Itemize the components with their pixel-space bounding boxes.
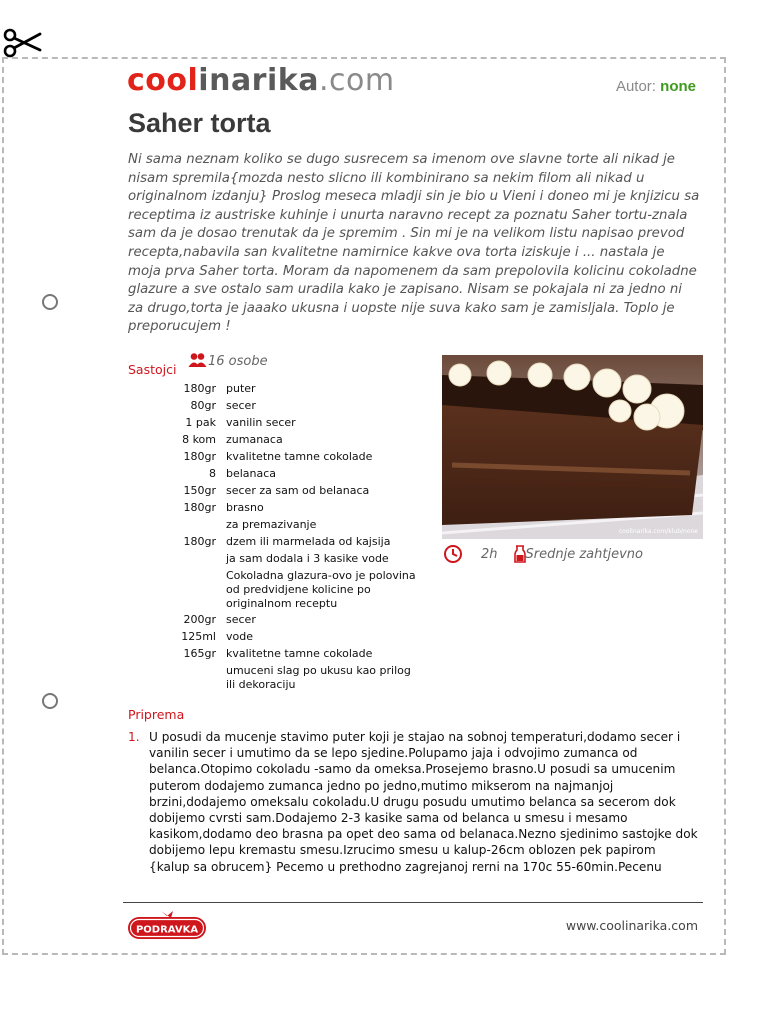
ingredient-name: belanaca (226, 467, 277, 480)
ingredient-row (128, 450, 488, 467)
ingredient-row (128, 647, 488, 664)
ingredient-name: vode (226, 630, 253, 643)
ingredient-amount: 180gr (183, 382, 216, 395)
ingredient-amount: 1 pak (185, 416, 216, 429)
step-number: 1. (128, 730, 140, 744)
ingredient-name: puter (226, 382, 256, 395)
recipe-title: Saher torta (128, 108, 271, 138)
recipe-photo (442, 355, 703, 539)
people-icon (188, 352, 207, 368)
ingredient-name: za premazivanje (226, 518, 317, 531)
ingredient-amount: 150gr (183, 484, 216, 497)
ingredient-row (128, 484, 488, 501)
scissors-icon (2, 26, 42, 60)
preparation-step (128, 729, 698, 875)
preparation-steps (128, 729, 698, 875)
ingredients-list (128, 382, 488, 708)
ingredient-row (128, 664, 488, 708)
ingredient-row (128, 433, 488, 450)
servings-value: 16 osobe (208, 354, 268, 369)
ingredient-row (128, 552, 488, 569)
preparation-label: Priprema (128, 707, 185, 722)
author-name: none (660, 78, 696, 95)
ingredient-amount: 180gr (183, 501, 216, 514)
ingredient-row (128, 467, 488, 484)
ingredient-row (128, 613, 488, 630)
ingredient-amount: 80gr (190, 399, 216, 412)
footer-site-url[interactable]: www.coolinarika.com (565, 918, 698, 933)
ingredient-row (128, 630, 488, 647)
coolinarika-logo: coolinarika.com (127, 63, 395, 98)
podravka-logo-text: PODRAVKA (135, 924, 199, 936)
recipe-intro: Ni sama neznam koliko se dugo susrecem sa imenom ove slavne torte ali nikad je nisam spremila{mozda nesto slicno ili kombinirano sa nekim filom ali nikad u originalnom izdanju} Proslog meseca mladji sin je bio u Vieni i doneo mi je knjizicu sa receptima iz austriske kuhinje i unurta naravno recept za poznatu Saher tortu-znala sam da je dosao trenutak da je spremim . Sin mi je na velikom listu napisao prevod recepta,nabavila san kvalitetne namirnice kakve ova torta iziskuje i ... nastala je moja prva Saher torta. Moram da napomenem da sam prepolovila kolicinu cokoladne glazure a sve ostalo sam uradila kako je zapisano. Nisam se pokajala ni za jedno ni za drugo,torta je jaaako ukusna i uopste nije suva kako sam je zamisljala. Toplo je preporucujem ! (128, 152, 700, 335)
ingredient-row (128, 569, 488, 613)
footer-divider (123, 902, 703, 903)
binder-hole-icon (42, 693, 58, 709)
ingredients-label: Sastojci (128, 362, 177, 377)
binder-hole-icon (42, 294, 58, 310)
ingredient-amount: 165gr (183, 647, 216, 660)
ingredient-row (128, 535, 488, 552)
difficulty-level: Srednje zahtjevno (525, 546, 643, 562)
ingredient-name: Cokoladna glazura-ovo je polovina od predvidjene kolicine po originalnom receptu (226, 569, 416, 610)
ingredient-row (128, 518, 488, 535)
ingredient-row (128, 399, 488, 416)
ingredient-name: vanilin secer (226, 416, 296, 429)
ingredient-row (128, 416, 488, 433)
photo-watermark: coolinarika.com/klub/none (618, 528, 698, 535)
ingredient-row (128, 382, 488, 399)
servings (188, 352, 268, 369)
ingredient-name: secer (226, 613, 256, 626)
author-line (616, 78, 696, 95)
ingredient-amount: 8 kom (182, 433, 216, 446)
ingredient-amount: 180gr (183, 535, 216, 548)
author-label: Autor: (615, 78, 656, 95)
ingredient-name: brasno (226, 501, 264, 514)
time-difficulty-row (443, 544, 643, 564)
ingredient-name: zumanaca (226, 433, 283, 446)
ingredient-name: secer za sam od belanaca (226, 484, 370, 497)
ingredient-name: kvalitetne tamne cokolade (226, 647, 373, 660)
clock-icon (443, 544, 463, 564)
ingredient-amount: 180gr (183, 450, 216, 463)
podravka-logo (127, 909, 207, 943)
ingredient-amount: 8 (209, 467, 216, 480)
ingredient-name: umuceni slag po ukusu kao prilog ili dekoraciju (226, 664, 411, 691)
ingredient-name: secer (226, 399, 256, 412)
ingredient-name: ja sam dodala i 3 kasike vode (226, 552, 389, 565)
ingredient-name: kvalitetne tamne cokolade (226, 450, 373, 463)
ingredient-name: dzem ili marmelada od kajsija (226, 535, 391, 548)
ingredient-row (128, 501, 488, 518)
step-text: U posudi da mucenje stavimo puter koji je stajao na sobnoj temperaturi,dodamo secer i vanilin secer i umutimo da se lepo sjedine.Polupamo jaja i odvojimo zumanca od belanca.Otopimo cokoladu -samo da omeksa.Prosejemo brasno.U posudi sa umucenim puterom dodajemo zumanca jedno po jedno,mutimo mikserom na najmanjoj brzini,dodajemo omeksalu cokoladu.U drugu posudu umutimo belanca sa secerom dok dobijemo cvrsti sam.Dodajemo 2-3 kasike sama od belanca u smesu i mesamo kasikom,dodamo deo brasna pa opet deo sama od belanaca.Nezno sjedinimo sastojke dok dobijemo lepu kremastu smesu.Izrucimo smesu u kalup-26cm oblozen pek papirom {kalup sa obrucem} Pecemo u prethodno zagrejanoj rerni na 170c 55-60min.Pecenu (149, 730, 698, 874)
difficulty-icon (514, 545, 526, 563)
ingredient-amount: 200gr (183, 613, 216, 626)
ingredient-amount: 125ml (181, 630, 216, 643)
prep-time: 2h (481, 546, 498, 562)
